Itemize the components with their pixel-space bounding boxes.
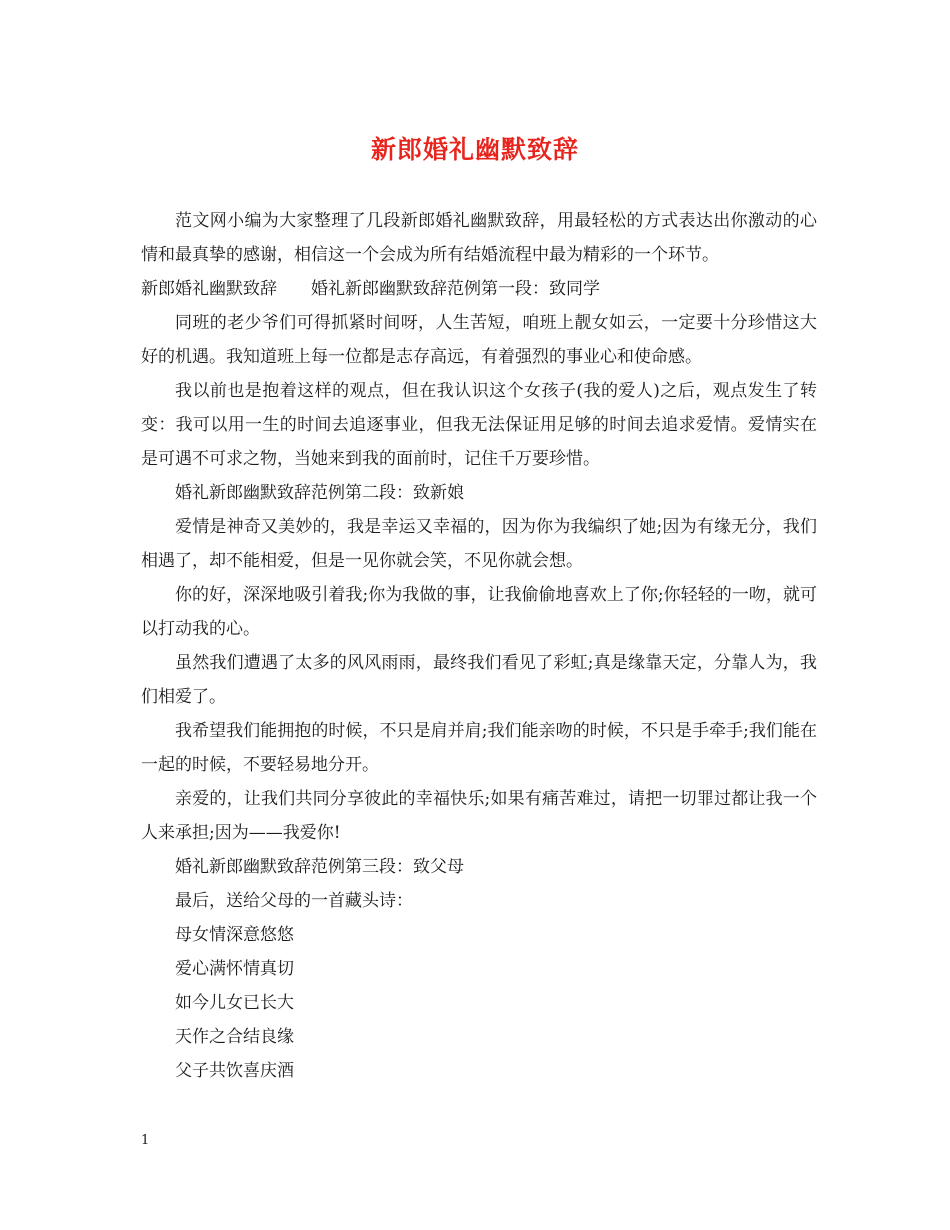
heading-main: 新郎婚礼幽默致辞: [141, 279, 277, 299]
paragraph-intro: 范文网小编为大家整理了几段新郎婚礼幽默致辞，用最轻松的方式表达出你激动的心情和最真挚的感谢，相信这一个会成为所有结婚流程中最为精彩的一个环节。: [141, 211, 817, 265]
section-heading: 婚礼新郎幽默致辞范例第三段：致父母: [175, 857, 464, 877]
paragraph: 爱情是神奇又美妙的，我是幸运又幸福的，因为你为我编织了她;因为有缘无分，我们相遇了，却不能相爱，但是一见你就会笑，不见你就会想。: [141, 517, 817, 571]
poem-line: 父子共饮喜庆酒: [175, 1061, 294, 1081]
paragraph: 我希望我们能拥抱的时候，不只是肩并肩;我们能亲吻的时候，不只是手牵手;我们能在一起的时候，不要轻易地分开。: [141, 721, 817, 775]
heading-section-one: 婚礼新郎幽默致辞范例第一段：致同学: [311, 279, 600, 299]
paragraph-heading-line: [141, 272, 817, 306]
poem-line: 母女情深意悠悠: [175, 925, 294, 945]
document-body: [141, 204, 817, 1088]
paragraph: 亲爱的，让我们共同分享彼此的幸福快乐;如果有痛苦难过，请把一切罪过都让我一个人来承担;因为——我爱你!: [141, 789, 817, 843]
paragraph: 虽然我们遭遇了太多的风风雨雨，最终我们看见了彩虹;真是缘靠天定，分靠人为，我们相爱了。: [141, 653, 817, 707]
poem-line: 如今儿女已长大: [175, 993, 294, 1013]
page-number: 1: [141, 1133, 150, 1148]
paragraph: 同班的老少爷们可得抓紧时间呀，人生苦短，咱班上靓女如云，一定要十分珍惜这大好的机遇。我知道班上每一位都是志存高远，有着强烈的事业心和使命感。: [141, 313, 817, 367]
poem-line: 天作之合结良缘: [175, 1027, 294, 1047]
poem-line: 爱心满怀情真切: [175, 959, 294, 979]
paragraph: 最后，送给父母的一首藏头诗：: [175, 891, 413, 911]
section-heading: 婚礼新郎幽默致辞范例第二段：致新娘: [175, 483, 464, 503]
paragraph: 你的好，深深地吸引着我;你为我做的事，让我偷偷地喜欢上了你;你轻轻的一吻，就可以打动我的心。: [141, 585, 817, 639]
paragraph: 我以前也是抱着这样的观点，但在我认识这个女孩子(我的爱人)之后，观点发生了转变：我可以用一生的时间去追逐事业，但我无法保证用足够的时间去追求爱情。爱情实在是可遇不可求之物，当她来到我的面前时，记住千万要珍惜。: [141, 381, 817, 469]
document-title: 新郎婚礼幽默致辞: [370, 135, 579, 164]
